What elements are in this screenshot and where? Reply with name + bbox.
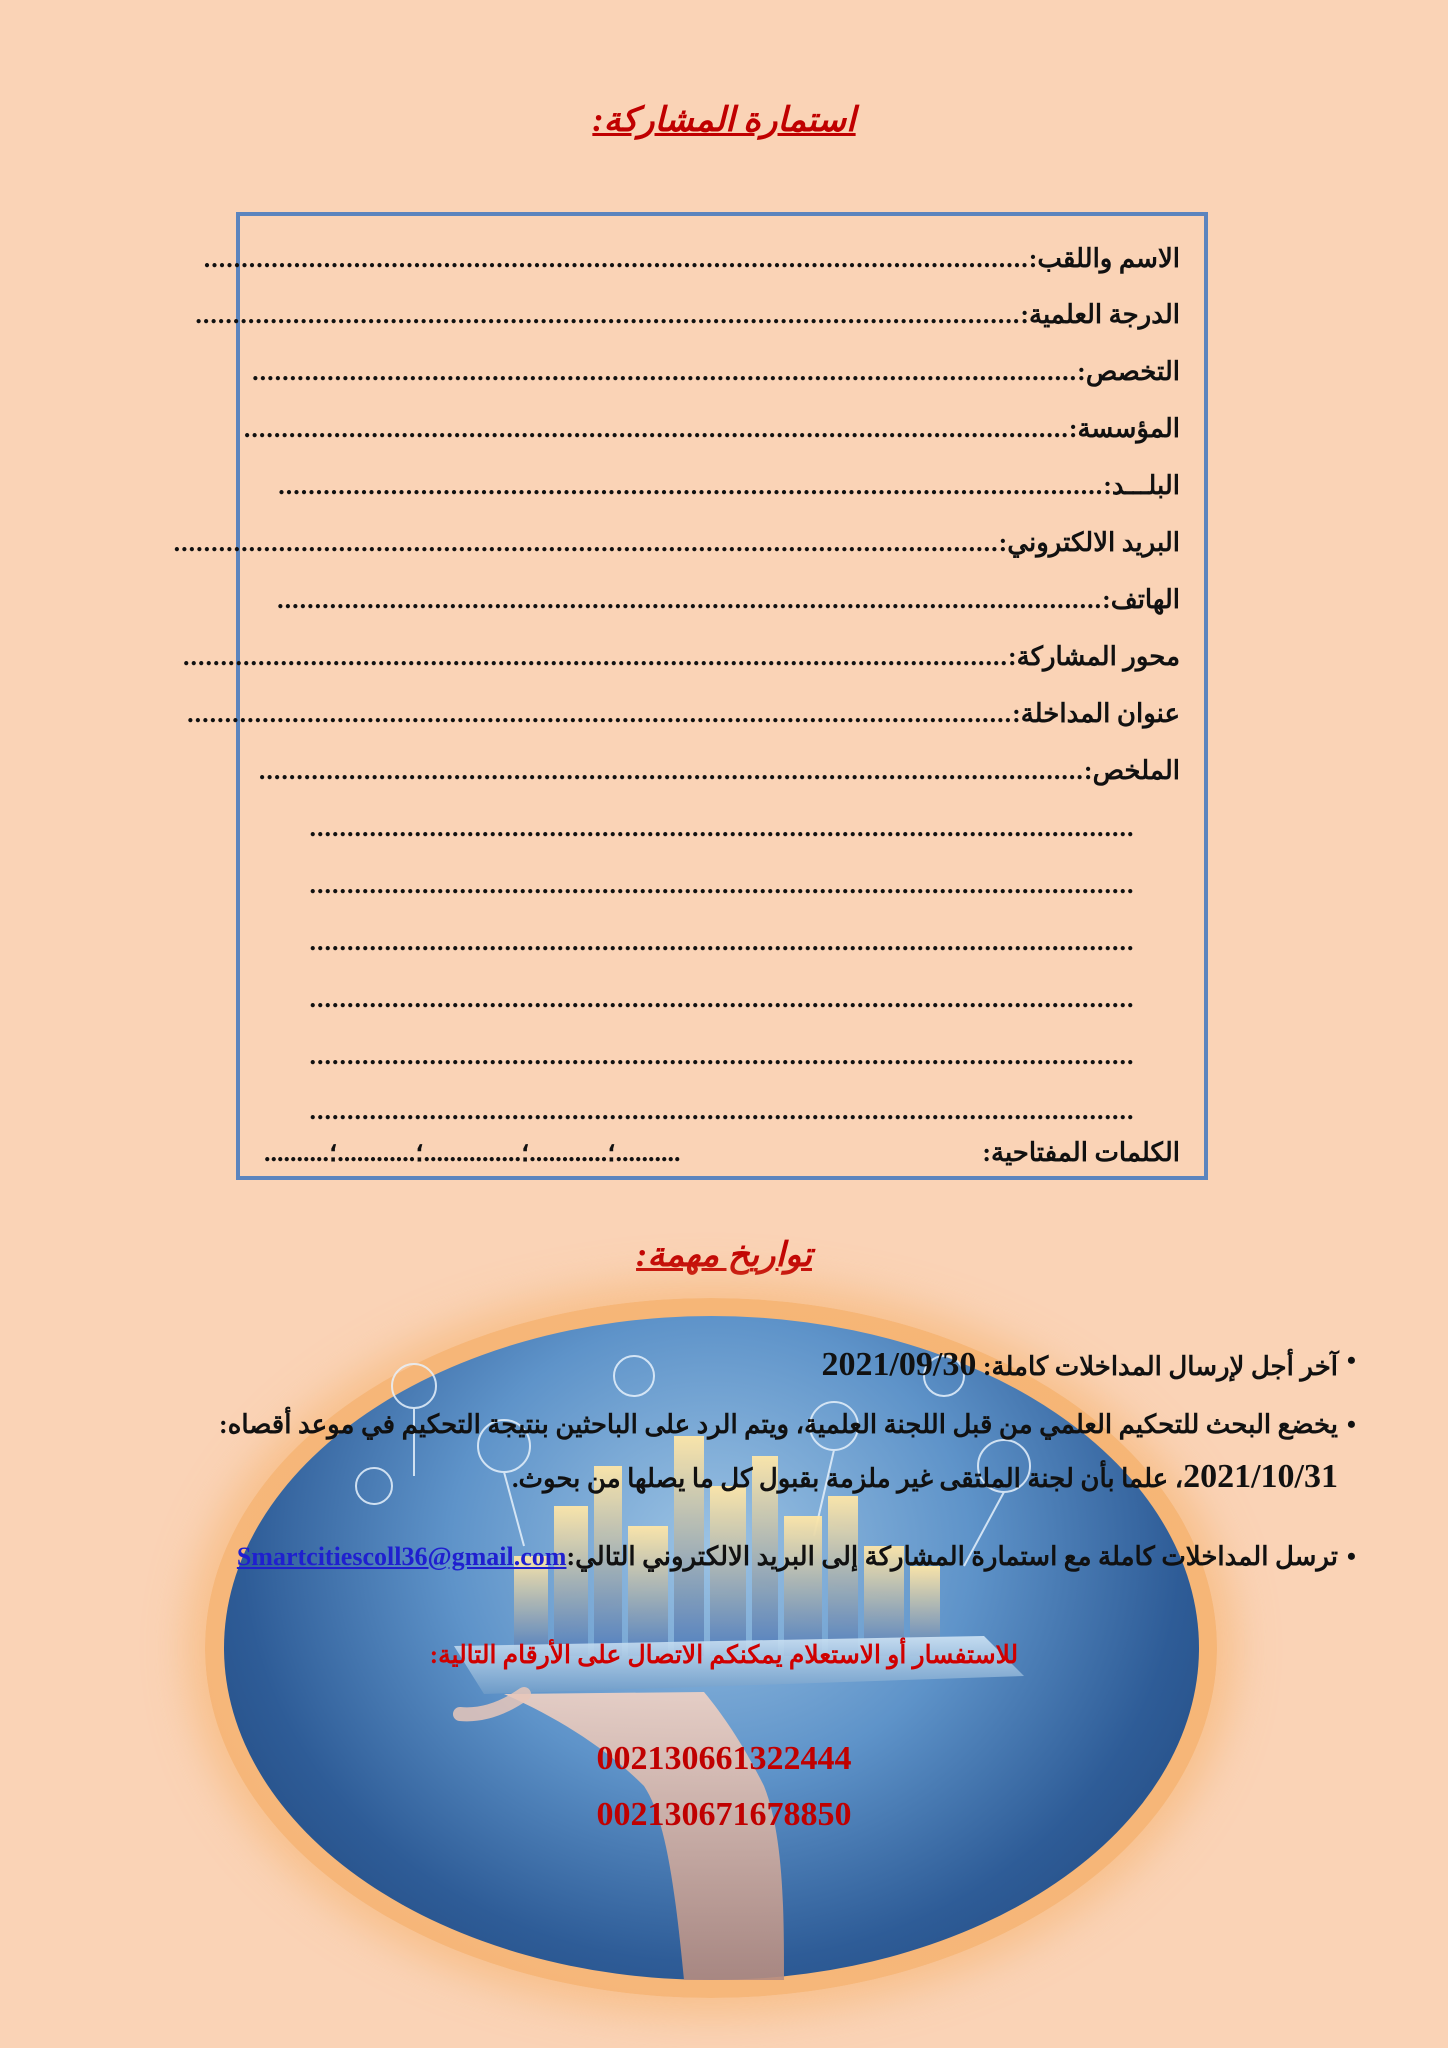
field-phone[interactable] bbox=[264, 575, 1180, 615]
dates-title: تواريخ مهمة: bbox=[636, 1237, 812, 1274]
abstract-line[interactable] bbox=[264, 860, 1180, 900]
review-item-continued bbox=[512, 1458, 1338, 1496]
deadline-date: 2021/09/30 bbox=[821, 1346, 977, 1383]
field-label: الهاتف: bbox=[1102, 585, 1180, 614]
field-label: البلـــد: bbox=[1103, 471, 1180, 500]
field-dots: .............................................................................................................. bbox=[258, 756, 1084, 785]
field-dots: ..........؛............؛...............؛............؛.......... bbox=[264, 1138, 681, 1167]
abstract-line[interactable] bbox=[280, 1086, 1164, 1126]
field-keywords[interactable] bbox=[264, 1128, 1180, 1168]
field-dots: .............................................................................................................. bbox=[309, 813, 1135, 842]
submission-item bbox=[237, 1542, 1338, 1572]
field-dots: .............................................................................................................. bbox=[309, 927, 1135, 956]
field-dots: .............................................................................................................. bbox=[309, 984, 1135, 1013]
field-label: الاسم واللقب: bbox=[1028, 244, 1180, 273]
participation-form bbox=[173, 212, 1208, 1180]
email-link[interactable]: Smartcitiescoll36@gmail.com bbox=[236, 1542, 567, 1571]
field-dots: .............................................................................................................. bbox=[195, 300, 1021, 329]
review-note: ، علما بأن لجنة الملتقى غير ملزمة بقبول كل ما يصلها من بحوث. bbox=[511, 1464, 1184, 1493]
field-label: محور المشاركة: bbox=[1007, 642, 1180, 671]
field-dots: .............................................................................................................. bbox=[243, 414, 1069, 443]
field-dots: .............................................................................................................. bbox=[182, 642, 1008, 671]
field-axis[interactable] bbox=[182, 632, 1180, 672]
field-dots: .............................................................................................................. bbox=[278, 471, 1104, 500]
field-dots: .............................................................................................................. bbox=[309, 1096, 1135, 1125]
field-label: التخصص: bbox=[1077, 357, 1180, 386]
field-dots: .............................................................................................................. bbox=[203, 244, 1029, 273]
field-degree[interactable] bbox=[195, 290, 1180, 330]
field-dots: .............................................................................................................. bbox=[187, 699, 1013, 728]
field-paper-title[interactable] bbox=[187, 689, 1180, 729]
field-dots: .............................................................................................................. bbox=[173, 528, 999, 557]
form-title: استمارة المشاركة: bbox=[592, 102, 856, 139]
field-email[interactable] bbox=[173, 518, 1180, 558]
field-name[interactable] bbox=[203, 234, 1180, 274]
deadline-text: آخر أجل لإرسال المداخلات كاملة: bbox=[982, 1352, 1338, 1381]
field-country[interactable] bbox=[264, 461, 1180, 501]
abstract-line[interactable] bbox=[264, 803, 1180, 843]
field-dots: .............................................................................................................. bbox=[277, 585, 1103, 614]
abstract-line[interactable] bbox=[264, 917, 1180, 957]
abstract-line[interactable] bbox=[264, 974, 1180, 1014]
field-label: البريد الالكتروني: bbox=[998, 528, 1180, 557]
review-item bbox=[219, 1410, 1338, 1440]
phone-number-2: 002130671678850 bbox=[596, 1796, 852, 1833]
field-abstract[interactable] bbox=[258, 746, 1180, 786]
field-label: الدرجة العلمية: bbox=[1020, 300, 1180, 329]
field-label: الكلمات المفتاحية: bbox=[982, 1138, 1180, 1167]
field-dots: .............................................................................................................. bbox=[309, 870, 1135, 899]
review-date: 2021/10/31 bbox=[1183, 1458, 1338, 1495]
field-label: الملخص: bbox=[1083, 756, 1180, 785]
field-dots: .............................................................................................................. bbox=[309, 1041, 1135, 1070]
phone-number-1: 002130661322444 bbox=[596, 1740, 852, 1777]
deadline-item bbox=[821, 1346, 1338, 1384]
contact-text: للاستفسار أو الاستعلام يمكنكم الاتصال على الأرقام التالية: bbox=[429, 1642, 1019, 1669]
field-specialty[interactable] bbox=[252, 347, 1180, 387]
abstract-line[interactable] bbox=[264, 1031, 1180, 1071]
field-institution[interactable] bbox=[243, 404, 1180, 444]
review-text: يخضع البحث للتحكيم العلمي من قبل اللجنة العلمية، ويتم الرد على الباحثين بنتيجة التحكيم في موعد أقصاه: bbox=[219, 1410, 1338, 1439]
submission-text: ترسل المداخلات كاملة مع استمارة المشاركة إلى البريد الالكتروني التالي: bbox=[566, 1542, 1338, 1571]
field-label: المؤسسة: bbox=[1068, 414, 1180, 443]
field-label: عنوان المداخلة: bbox=[1012, 699, 1180, 728]
field-dots: .............................................................................................................. bbox=[252, 357, 1078, 386]
